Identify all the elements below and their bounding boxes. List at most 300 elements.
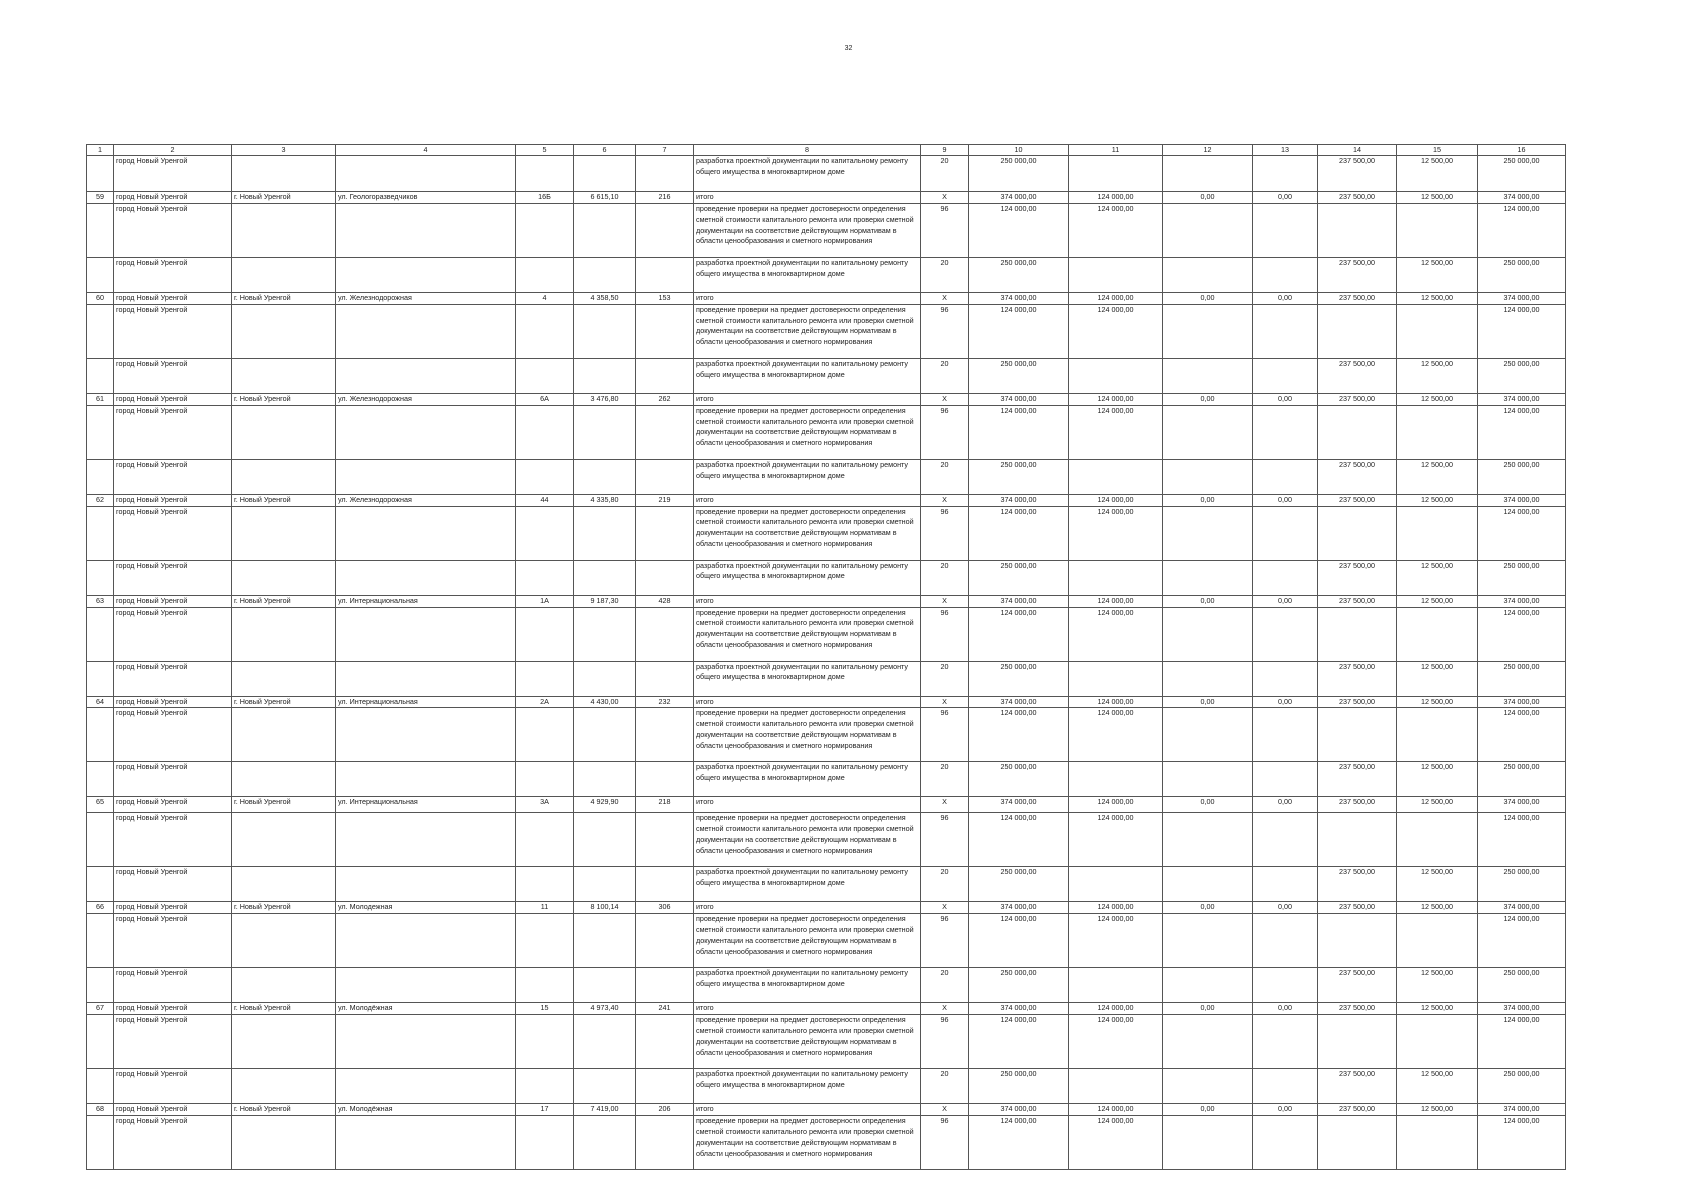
cost-col12: 0,00 bbox=[1163, 393, 1253, 405]
cost-fund: 237 500,00 bbox=[1318, 1104, 1397, 1116]
residents bbox=[636, 459, 694, 494]
residents: 232 bbox=[636, 696, 694, 708]
area: 4 358,50 bbox=[574, 292, 636, 304]
row-number: 68 bbox=[87, 1104, 114, 1116]
house bbox=[516, 560, 574, 595]
cost-total: 250 000,00 bbox=[969, 661, 1069, 696]
row-number bbox=[87, 257, 114, 292]
cost-owners: 12 500,00 bbox=[1397, 797, 1478, 813]
cost-sum: 250 000,00 bbox=[1478, 459, 1566, 494]
cost-total: 374 000,00 bbox=[969, 292, 1069, 304]
work-code: 20 bbox=[921, 661, 969, 696]
page-number: 32 bbox=[844, 45, 853, 52]
cost-owners: 12 500,00 bbox=[1397, 494, 1478, 506]
house: 3А bbox=[516, 797, 574, 813]
row-number bbox=[87, 405, 114, 459]
cost-check: 124 000,00 bbox=[1069, 192, 1163, 204]
work-type: разработка проектной документации по капитальному ремонту общего имущества в многоквартирном доме bbox=[694, 358, 921, 393]
check-row bbox=[87, 607, 1566, 661]
design-row bbox=[87, 867, 1566, 902]
check-row bbox=[87, 914, 1566, 968]
residents bbox=[636, 813, 694, 867]
residents bbox=[636, 405, 694, 459]
register-table bbox=[86, 144, 1566, 1170]
house bbox=[516, 257, 574, 292]
cost-total: 124 000,00 bbox=[969, 1116, 1069, 1170]
work-type: разработка проектной документации по капитальному ремонту общего имущества в многоквартирном доме bbox=[694, 1069, 921, 1104]
cost-sum: 250 000,00 bbox=[1478, 560, 1566, 595]
cost-total: 374 000,00 bbox=[969, 902, 1069, 914]
settlement: город Новый Уренгой bbox=[114, 560, 232, 595]
residents bbox=[636, 661, 694, 696]
total-row bbox=[87, 292, 1566, 304]
cost-owners: 12 500,00 bbox=[1397, 1003, 1478, 1015]
settlement: город Новый Уренгой bbox=[114, 1069, 232, 1104]
cost-col13 bbox=[1253, 607, 1318, 661]
settlement: город Новый Уренгой bbox=[114, 661, 232, 696]
cost-col13 bbox=[1253, 1116, 1318, 1170]
cost-owners bbox=[1397, 708, 1478, 762]
area bbox=[574, 762, 636, 797]
work-type: разработка проектной документации по капитальному ремонту общего имущества в многоквартирном доме bbox=[694, 560, 921, 595]
house bbox=[516, 1069, 574, 1104]
residents: 219 bbox=[636, 494, 694, 506]
street: ул. Интернациональная bbox=[336, 696, 516, 708]
cost-sum: 250 000,00 bbox=[1478, 968, 1566, 1003]
design-row bbox=[87, 1069, 1566, 1104]
settlement: город Новый Уренгой bbox=[114, 1015, 232, 1069]
cost-owners bbox=[1397, 607, 1478, 661]
cost-sum: 250 000,00 bbox=[1478, 1069, 1566, 1104]
cost-sum: 374 000,00 bbox=[1478, 1104, 1566, 1116]
street bbox=[336, 813, 516, 867]
area bbox=[574, 968, 636, 1003]
area: 4 973,40 bbox=[574, 1003, 636, 1015]
work-code: 20 bbox=[921, 358, 969, 393]
area bbox=[574, 1015, 636, 1069]
cost-owners: 12 500,00 bbox=[1397, 1069, 1478, 1104]
column-number: 14 bbox=[1318, 145, 1397, 156]
street: ул. Железнодорожная bbox=[336, 494, 516, 506]
cost-fund: 237 500,00 bbox=[1318, 1003, 1397, 1015]
cost-total: 250 000,00 bbox=[969, 867, 1069, 902]
work-type: итого bbox=[694, 393, 921, 405]
settlement: город Новый Уренгой bbox=[114, 762, 232, 797]
cost-fund: 237 500,00 bbox=[1318, 358, 1397, 393]
total-row bbox=[87, 494, 1566, 506]
street bbox=[336, 1116, 516, 1170]
work-code: 20 bbox=[921, 968, 969, 1003]
work-code: X bbox=[921, 393, 969, 405]
row-number bbox=[87, 607, 114, 661]
cost-check bbox=[1069, 156, 1163, 192]
work-code: X bbox=[921, 292, 969, 304]
cost-col12 bbox=[1163, 156, 1253, 192]
cost-col12 bbox=[1163, 358, 1253, 393]
street bbox=[336, 156, 516, 192]
design-row bbox=[87, 459, 1566, 494]
cost-col13 bbox=[1253, 762, 1318, 797]
work-code: 20 bbox=[921, 867, 969, 902]
settlement: город Новый Уренгой bbox=[114, 968, 232, 1003]
row-number bbox=[87, 358, 114, 393]
work-type: итого bbox=[694, 797, 921, 813]
work-type: итого bbox=[694, 902, 921, 914]
cost-owners: 12 500,00 bbox=[1397, 257, 1478, 292]
total-row bbox=[87, 696, 1566, 708]
cost-owners bbox=[1397, 405, 1478, 459]
cost-check: 124 000,00 bbox=[1069, 405, 1163, 459]
area bbox=[574, 304, 636, 358]
city bbox=[232, 156, 336, 192]
street bbox=[336, 257, 516, 292]
settlement: город Новый Уренгой bbox=[114, 358, 232, 393]
check-row bbox=[87, 506, 1566, 560]
cost-col13 bbox=[1253, 156, 1318, 192]
cost-col13 bbox=[1253, 914, 1318, 968]
column-number: 10 bbox=[969, 145, 1069, 156]
cost-total: 124 000,00 bbox=[969, 304, 1069, 358]
settlement: город Новый Уренгой bbox=[114, 708, 232, 762]
design-row bbox=[87, 762, 1566, 797]
residents bbox=[636, 1069, 694, 1104]
cost-col13 bbox=[1253, 358, 1318, 393]
work-code: 96 bbox=[921, 203, 969, 257]
cost-col13 bbox=[1253, 203, 1318, 257]
column-number: 9 bbox=[921, 145, 969, 156]
city bbox=[232, 459, 336, 494]
work-code: 20 bbox=[921, 762, 969, 797]
street bbox=[336, 459, 516, 494]
house: 4 bbox=[516, 292, 574, 304]
work-code: 96 bbox=[921, 607, 969, 661]
house bbox=[516, 607, 574, 661]
house bbox=[516, 1116, 574, 1170]
house bbox=[516, 405, 574, 459]
cost-owners: 12 500,00 bbox=[1397, 696, 1478, 708]
cost-sum: 124 000,00 bbox=[1478, 1116, 1566, 1170]
settlement: город Новый Уренгой bbox=[114, 304, 232, 358]
design-row bbox=[87, 968, 1566, 1003]
street bbox=[336, 661, 516, 696]
cost-fund: 237 500,00 bbox=[1318, 393, 1397, 405]
residents bbox=[636, 968, 694, 1003]
work-code: X bbox=[921, 494, 969, 506]
city: г. Новый Уренгой bbox=[232, 192, 336, 204]
city bbox=[232, 405, 336, 459]
cost-total: 250 000,00 bbox=[969, 358, 1069, 393]
row-number bbox=[87, 708, 114, 762]
cost-col12 bbox=[1163, 506, 1253, 560]
house: 6А bbox=[516, 393, 574, 405]
area bbox=[574, 661, 636, 696]
column-number: 11 bbox=[1069, 145, 1163, 156]
city bbox=[232, 968, 336, 1003]
cost-col12 bbox=[1163, 405, 1253, 459]
column-number: 15 bbox=[1397, 145, 1478, 156]
city: г. Новый Уренгой bbox=[232, 902, 336, 914]
total-row bbox=[87, 1104, 1566, 1116]
cost-check bbox=[1069, 257, 1163, 292]
house: 11 bbox=[516, 902, 574, 914]
row-number: 64 bbox=[87, 696, 114, 708]
street: ул. Геологоразведчиков bbox=[336, 192, 516, 204]
work-code: X bbox=[921, 902, 969, 914]
cost-owners: 12 500,00 bbox=[1397, 902, 1478, 914]
work-code: 96 bbox=[921, 1116, 969, 1170]
street: ул. Молодёжная bbox=[336, 1104, 516, 1116]
cost-col13: 0,00 bbox=[1253, 192, 1318, 204]
row-number: 66 bbox=[87, 902, 114, 914]
cost-owners bbox=[1397, 914, 1478, 968]
residents bbox=[636, 708, 694, 762]
total-row bbox=[87, 595, 1566, 607]
house: 17 bbox=[516, 1104, 574, 1116]
residents: 262 bbox=[636, 393, 694, 405]
settlement: город Новый Уренгой bbox=[114, 203, 232, 257]
house bbox=[516, 156, 574, 192]
row-number bbox=[87, 304, 114, 358]
house: 1А bbox=[516, 595, 574, 607]
cost-owners: 12 500,00 bbox=[1397, 661, 1478, 696]
work-type: проведение проверки на предмет достоверности определения сметной стоимости капитального ремонта или проверки сметной документации на соответствие действующим нормативам в области ценообразования и сметного нормирования bbox=[694, 708, 921, 762]
cost-col12: 0,00 bbox=[1163, 1104, 1253, 1116]
cost-total: 124 000,00 bbox=[969, 1015, 1069, 1069]
cost-check: 124 000,00 bbox=[1069, 393, 1163, 405]
work-type: итого bbox=[694, 595, 921, 607]
cost-owners: 12 500,00 bbox=[1397, 358, 1478, 393]
cost-col13: 0,00 bbox=[1253, 494, 1318, 506]
residents: 218 bbox=[636, 797, 694, 813]
cost-col13 bbox=[1253, 867, 1318, 902]
cost-check bbox=[1069, 762, 1163, 797]
work-type: проведение проверки на предмет достоверности определения сметной стоимости капитального ремонта или проверки сметной документации на соответствие действующим нормативам в области ценообразования и сметного нормирования bbox=[694, 607, 921, 661]
settlement: город Новый Уренгой bbox=[114, 813, 232, 867]
city bbox=[232, 358, 336, 393]
city bbox=[232, 560, 336, 595]
city bbox=[232, 1116, 336, 1170]
cost-col12 bbox=[1163, 813, 1253, 867]
cost-col13 bbox=[1253, 304, 1318, 358]
house bbox=[516, 661, 574, 696]
cost-fund: 237 500,00 bbox=[1318, 762, 1397, 797]
cost-check: 124 000,00 bbox=[1069, 494, 1163, 506]
check-row bbox=[87, 708, 1566, 762]
cost-sum: 374 000,00 bbox=[1478, 797, 1566, 813]
street bbox=[336, 1069, 516, 1104]
cost-col12: 0,00 bbox=[1163, 797, 1253, 813]
cost-sum: 374 000,00 bbox=[1478, 292, 1566, 304]
street: ул. Железнодорожная bbox=[336, 393, 516, 405]
city: г. Новый Уренгой bbox=[232, 494, 336, 506]
street bbox=[336, 968, 516, 1003]
cost-col12: 0,00 bbox=[1163, 595, 1253, 607]
cost-owners: 12 500,00 bbox=[1397, 156, 1478, 192]
city bbox=[232, 506, 336, 560]
check-row bbox=[87, 1116, 1566, 1170]
row-number bbox=[87, 459, 114, 494]
cost-sum: 124 000,00 bbox=[1478, 203, 1566, 257]
cost-col12: 0,00 bbox=[1163, 292, 1253, 304]
cost-fund bbox=[1318, 708, 1397, 762]
cost-total: 124 000,00 bbox=[969, 708, 1069, 762]
area: 7 419,00 bbox=[574, 1104, 636, 1116]
area: 4 430,00 bbox=[574, 696, 636, 708]
residents bbox=[636, 257, 694, 292]
work-code: X bbox=[921, 1003, 969, 1015]
residents: 428 bbox=[636, 595, 694, 607]
cost-col12 bbox=[1163, 257, 1253, 292]
street bbox=[336, 304, 516, 358]
cost-sum: 250 000,00 bbox=[1478, 867, 1566, 902]
settlement: город Новый Уренгой bbox=[114, 192, 232, 204]
design-row bbox=[87, 661, 1566, 696]
cost-check: 124 000,00 bbox=[1069, 203, 1163, 257]
city bbox=[232, 1069, 336, 1104]
cost-check bbox=[1069, 560, 1163, 595]
settlement: город Новый Уренгой bbox=[114, 797, 232, 813]
city: г. Новый Уренгой bbox=[232, 696, 336, 708]
row-number bbox=[87, 914, 114, 968]
cost-total: 124 000,00 bbox=[969, 914, 1069, 968]
check-row bbox=[87, 405, 1566, 459]
area bbox=[574, 358, 636, 393]
cost-fund: 237 500,00 bbox=[1318, 494, 1397, 506]
cost-col13 bbox=[1253, 405, 1318, 459]
cost-check: 124 000,00 bbox=[1069, 708, 1163, 762]
work-code: 96 bbox=[921, 304, 969, 358]
city bbox=[232, 661, 336, 696]
cost-total: 124 000,00 bbox=[969, 607, 1069, 661]
residents bbox=[636, 914, 694, 968]
cost-total: 124 000,00 bbox=[969, 813, 1069, 867]
total-row bbox=[87, 902, 1566, 914]
cost-sum: 250 000,00 bbox=[1478, 762, 1566, 797]
cost-owners bbox=[1397, 1015, 1478, 1069]
cost-fund: 237 500,00 bbox=[1318, 257, 1397, 292]
cost-col12: 0,00 bbox=[1163, 902, 1253, 914]
house bbox=[516, 506, 574, 560]
column-number: 2 bbox=[114, 145, 232, 156]
cost-owners bbox=[1397, 304, 1478, 358]
street bbox=[336, 1015, 516, 1069]
city bbox=[232, 762, 336, 797]
city bbox=[232, 867, 336, 902]
cost-total: 250 000,00 bbox=[969, 1069, 1069, 1104]
street bbox=[336, 607, 516, 661]
row-number: 61 bbox=[87, 393, 114, 405]
cost-col13 bbox=[1253, 708, 1318, 762]
cost-owners: 12 500,00 bbox=[1397, 1104, 1478, 1116]
cost-check: 124 000,00 bbox=[1069, 595, 1163, 607]
settlement: город Новый Уренгой bbox=[114, 696, 232, 708]
row-number bbox=[87, 1116, 114, 1170]
cost-owners bbox=[1397, 1116, 1478, 1170]
city: г. Новый Уренгой bbox=[232, 595, 336, 607]
house bbox=[516, 1015, 574, 1069]
row-number bbox=[87, 813, 114, 867]
check-row bbox=[87, 304, 1566, 358]
settlement: город Новый Уренгой bbox=[114, 902, 232, 914]
cost-owners: 12 500,00 bbox=[1397, 292, 1478, 304]
row-number bbox=[87, 762, 114, 797]
work-code: X bbox=[921, 192, 969, 204]
cost-sum: 250 000,00 bbox=[1478, 661, 1566, 696]
cost-check: 124 000,00 bbox=[1069, 607, 1163, 661]
cost-col13: 0,00 bbox=[1253, 292, 1318, 304]
cost-col13: 0,00 bbox=[1253, 902, 1318, 914]
work-code: X bbox=[921, 696, 969, 708]
area: 3 476,80 bbox=[574, 393, 636, 405]
cost-col12 bbox=[1163, 762, 1253, 797]
house bbox=[516, 867, 574, 902]
cost-fund: 237 500,00 bbox=[1318, 459, 1397, 494]
settlement: город Новый Уренгой bbox=[114, 1116, 232, 1170]
row-number: 60 bbox=[87, 292, 114, 304]
work-code: 96 bbox=[921, 405, 969, 459]
residents bbox=[636, 203, 694, 257]
work-code: X bbox=[921, 595, 969, 607]
street bbox=[336, 762, 516, 797]
cost-col13: 0,00 bbox=[1253, 696, 1318, 708]
work-type: разработка проектной документации по капитальному ремонту общего имущества в многоквартирном доме bbox=[694, 968, 921, 1003]
house: 2А bbox=[516, 696, 574, 708]
house bbox=[516, 459, 574, 494]
cost-col13 bbox=[1253, 1015, 1318, 1069]
work-code: X bbox=[921, 797, 969, 813]
cost-total: 374 000,00 bbox=[969, 1003, 1069, 1015]
work-type: проведение проверки на предмет достоверности определения сметной стоимости капитального ремонта или проверки сметной документации на соответствие действующим нормативам в области ценообразования и сметного нормирования bbox=[694, 405, 921, 459]
settlement: город Новый Уренгой bbox=[114, 607, 232, 661]
cost-sum: 250 000,00 bbox=[1478, 358, 1566, 393]
cost-owners: 12 500,00 bbox=[1397, 595, 1478, 607]
cost-check: 124 000,00 bbox=[1069, 1003, 1163, 1015]
cost-check: 124 000,00 bbox=[1069, 506, 1163, 560]
house bbox=[516, 304, 574, 358]
total-row bbox=[87, 797, 1566, 813]
row-number bbox=[87, 560, 114, 595]
area bbox=[574, 607, 636, 661]
area bbox=[574, 506, 636, 560]
cost-owners: 12 500,00 bbox=[1397, 192, 1478, 204]
check-row bbox=[87, 1015, 1566, 1069]
cost-col12 bbox=[1163, 1069, 1253, 1104]
cost-col12: 0,00 bbox=[1163, 696, 1253, 708]
cost-check bbox=[1069, 459, 1163, 494]
residents bbox=[636, 1116, 694, 1170]
work-type: итого bbox=[694, 1104, 921, 1116]
cost-sum: 374 000,00 bbox=[1478, 1003, 1566, 1015]
area bbox=[574, 813, 636, 867]
row-number bbox=[87, 968, 114, 1003]
cost-fund: 237 500,00 bbox=[1318, 696, 1397, 708]
work-type: итого bbox=[694, 292, 921, 304]
cost-sum: 250 000,00 bbox=[1478, 156, 1566, 192]
residents bbox=[636, 506, 694, 560]
street: ул. Интернациональная bbox=[336, 797, 516, 813]
residents: 241 bbox=[636, 1003, 694, 1015]
cost-fund bbox=[1318, 1015, 1397, 1069]
cost-col12 bbox=[1163, 560, 1253, 595]
cost-check bbox=[1069, 661, 1163, 696]
settlement: город Новый Уренгой bbox=[114, 506, 232, 560]
cost-total: 374 000,00 bbox=[969, 696, 1069, 708]
cost-sum: 124 000,00 bbox=[1478, 914, 1566, 968]
column-number: 1 bbox=[87, 145, 114, 156]
work-type: проведение проверки на предмет достоверности определения сметной стоимости капитального ремонта или проверки сметной документации на соответствие действующим нормативам в области ценообразования и сметного нормирования bbox=[694, 1116, 921, 1170]
residents: 153 bbox=[636, 292, 694, 304]
city bbox=[232, 607, 336, 661]
